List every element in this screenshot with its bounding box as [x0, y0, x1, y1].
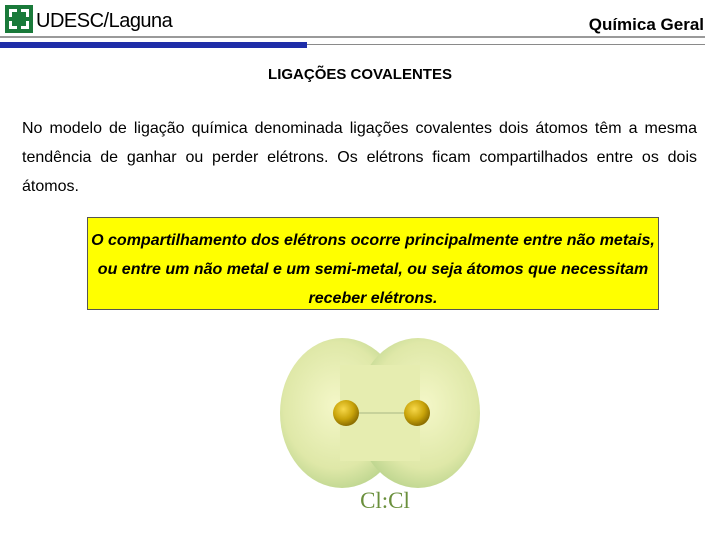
- header-thin-line: [307, 44, 705, 45]
- highlight-text: O compartilhamento dos elétrons ocorre principalmente entre não metais, ou entre um não metal e um semi-metal, ou seja átomos que necessitam receber elétrons.: [91, 232, 655, 307]
- brand-name: UDESC/Laguna: [36, 10, 173, 32]
- course-title: Química Geral: [588, 15, 704, 34]
- highlight-box: [87, 217, 659, 310]
- udesc-logo-icon: [4, 4, 34, 34]
- slide-title: LIGAÇÕES COVALENTES: [268, 66, 452, 83]
- header-accent-bar: [0, 42, 307, 48]
- chemical-formula: Cl:Cl: [360, 488, 410, 513]
- header-divider: [0, 36, 705, 38]
- intro-paragraph: No modelo de ligação química denominada ligações covalentes dois átomos têm a mesma tendência de ganhar ou perder elétrons. Os elétrons ficam compartilhados entre os dois átomos.: [22, 120, 697, 195]
